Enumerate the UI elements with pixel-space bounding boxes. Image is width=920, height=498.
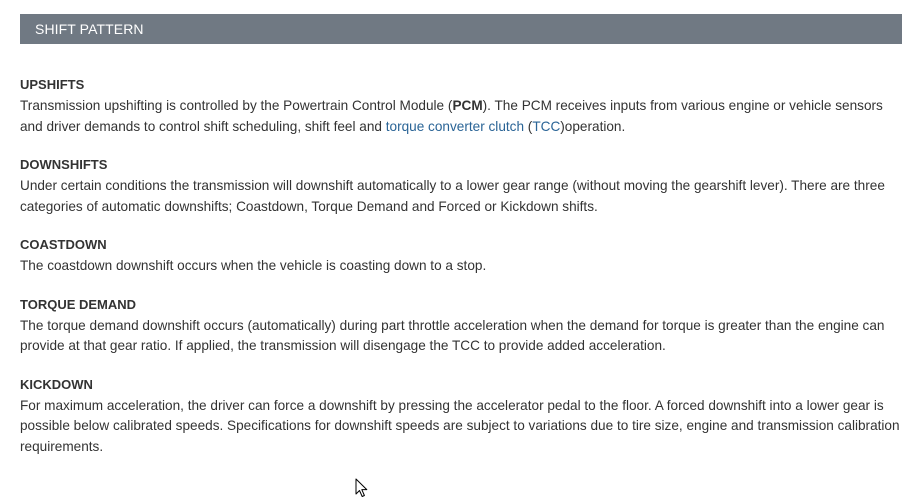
upshifts-text-part-2: ). The PCM receives inputs from various engine or vehicle sensors and driver demands to control shift scheduling, shift feel and: [20, 98, 883, 134]
section-upshifts: [20, 76, 902, 137]
pcm-abbreviation: PCM: [452, 98, 483, 113]
section-coastdown: [20, 236, 902, 277]
downshifts-heading: DOWNSHIFTS: [20, 157, 108, 172]
mouse-pointer-icon: [355, 478, 369, 498]
kickdown-heading: KICKDOWN: [20, 376, 93, 392]
upshifts-text-part-1: Transmission upshifting is controlled by the Powertrain Control Module (: [20, 98, 453, 113]
torque-demand-heading: TORQUE DEMAND: [20, 296, 137, 312]
coastdown-text: The coastdown downshift occurs when the vehicle is coasting down to a stop.: [20, 258, 487, 273]
upshifts-heading: UPSHIFTS: [20, 77, 85, 92]
downshifts-text: Under certain conditions the transmission will downshift automatically to a lower gear range (without moving the gearshift lever). There are three categories of automatic downshifts; Coastdown, Torque Demand and Forced or Kickdown shifts.: [20, 178, 885, 214]
coastdown-heading: COASTDOWN: [20, 237, 107, 252]
tcc-link[interactable]: TCC: [532, 118, 561, 134]
section-downshifts: [20, 156, 902, 217]
kickdown-text: For maximum acceleration, the driver can force a downshift by pressing the accelerator pedal to the floor. A forced downshift into a lower gear is possible below calibrated speeds. Specifications for downshift speeds are subject to variations due to tire size, engine and transmission calibration requirements.: [20, 397, 900, 454]
upshifts-text-part-3: (: [524, 118, 533, 134]
section-kickdown: [20, 376, 902, 458]
upshifts-text-part-4: )operation.: [560, 118, 626, 134]
section-torque-demand: [20, 296, 902, 357]
torque-demand-text: The torque demand downshift occurs (automatically) during part throttle acceleration when the demand for torque is greater than the engine can provide at that gear ratio. If applied, the transmission will disengage the TCC to provide added acceleration.: [20, 317, 885, 353]
upshifts-text: [20, 96, 902, 137]
page-title: SHIFT PATTERN: [35, 21, 144, 37]
document-content: [20, 76, 902, 476]
torque-converter-clutch-link[interactable]: torque converter clutch: [385, 118, 525, 134]
section-header-bar: [20, 14, 902, 44]
